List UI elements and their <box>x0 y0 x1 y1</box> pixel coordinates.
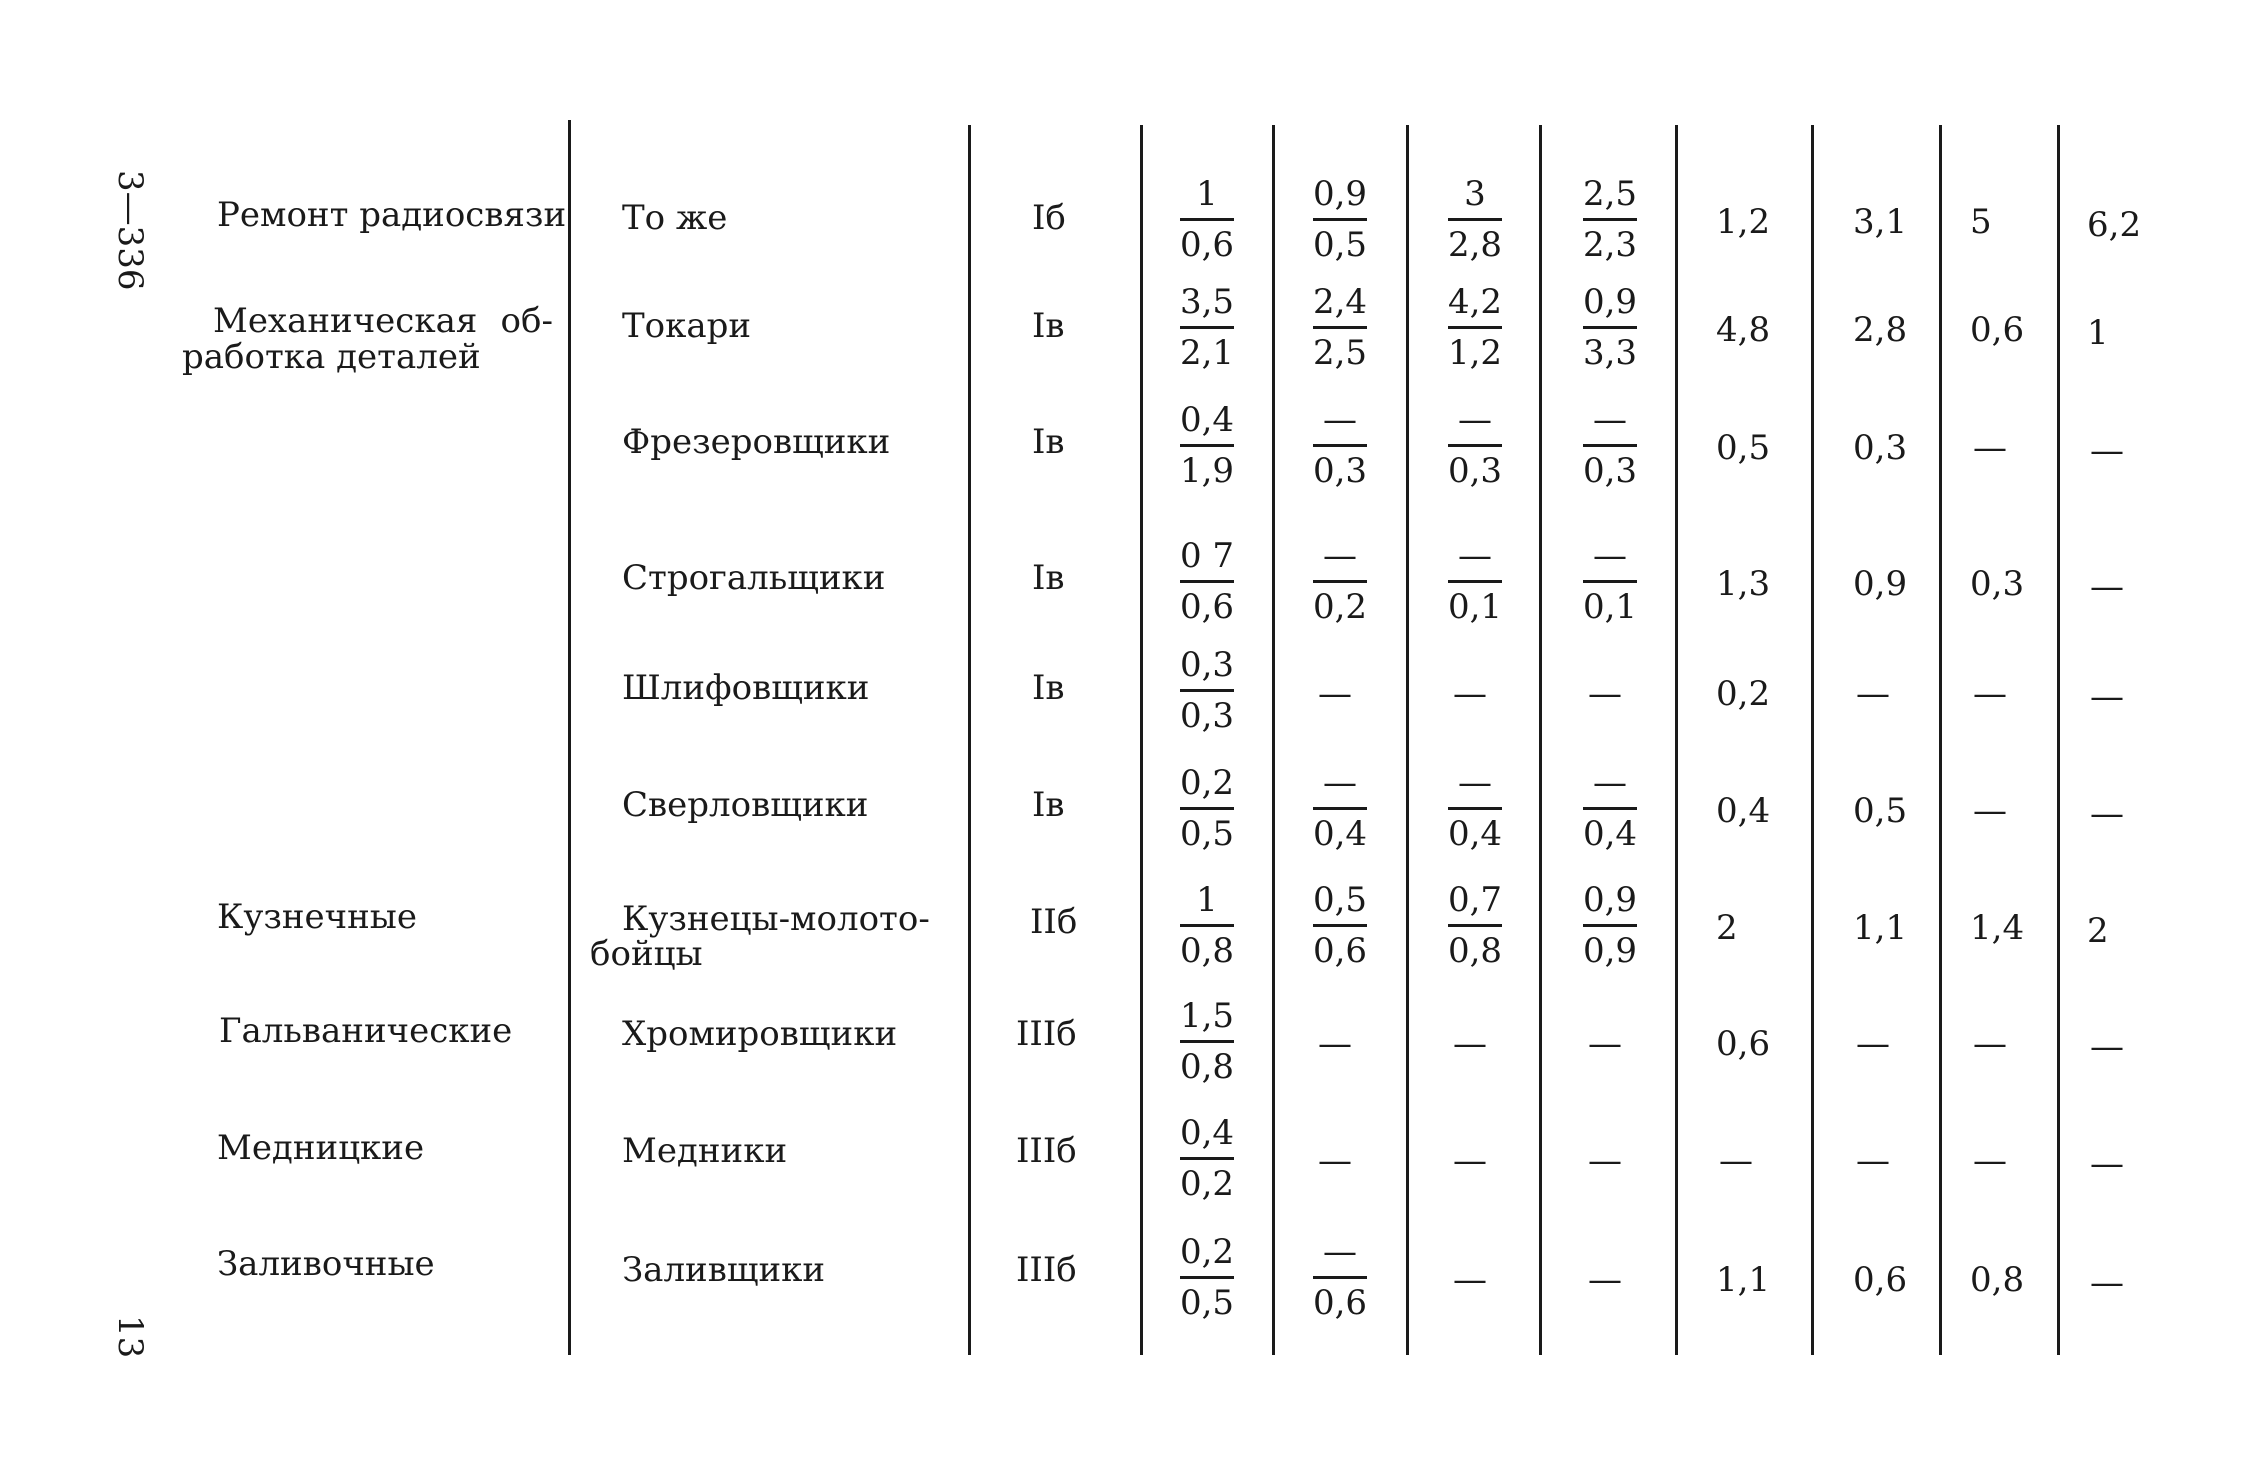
column-divider <box>1272 125 1275 1355</box>
occupation-label-line2: бойцы <box>590 934 703 974</box>
value-cell: — <box>1856 1141 1890 1181</box>
section-label: Заливочные <box>217 1244 435 1284</box>
fraction-cell: — 0,4 <box>1582 763 1638 854</box>
group-label: Iв <box>1032 306 1065 346</box>
value-cell: — <box>1856 1024 1890 1064</box>
value-cell: 3,1 <box>1853 202 1908 242</box>
occupation-label: Заливщики <box>622 1250 826 1290</box>
section-label: Гальванические <box>219 1011 513 1051</box>
value-cell: — <box>2090 567 2124 607</box>
group-label: Iб <box>1032 198 1066 238</box>
section-label-line2: работка деталей <box>182 337 481 377</box>
fraction-cell: 0,7 0,8 <box>1447 880 1503 971</box>
fraction-cell: 3 2,8 <box>1447 174 1503 265</box>
occupation-label: Фрезеровщики <box>622 422 891 462</box>
value-cell: 2 <box>2087 911 2109 951</box>
dash-cell: — <box>1453 1024 1487 1064</box>
group-label: IIIб <box>1016 1250 1077 1290</box>
group-label: IIIб <box>1016 1131 1077 1171</box>
value-cell: — <box>1973 428 2007 468</box>
fraction-cell: — 0,3 <box>1312 400 1368 491</box>
value-cell: 0,6 <box>1970 310 2025 350</box>
fraction-cell: 0,3 0,3 <box>1179 645 1235 736</box>
value-cell: — <box>1973 1141 2007 1181</box>
group-label: IIIб <box>1016 1014 1077 1054</box>
occupation-label: То же <box>622 198 728 238</box>
occupation-label: Строгальщики <box>622 558 886 598</box>
dash-cell: — <box>1588 674 1622 714</box>
value-cell: 0,9 <box>1853 564 1908 604</box>
value-cell: — <box>1719 1141 1753 1181</box>
fraction-cell: 0,9 3,3 <box>1582 282 1638 373</box>
value-cell: — <box>2090 1263 2124 1303</box>
column-divider <box>968 125 971 1355</box>
document-code: 3—336 <box>110 170 150 291</box>
value-cell: — <box>2090 431 2124 471</box>
value-cell: 0,5 <box>1853 791 1908 831</box>
value-cell: — <box>2090 677 2124 717</box>
occupation-label: Медники <box>622 1131 788 1171</box>
fraction-cell: 1,5 0,8 <box>1179 996 1235 1087</box>
value-cell: 0,6 <box>1716 1024 1771 1064</box>
value-cell: 6,2 <box>2087 205 2142 245</box>
dash-cell: — <box>1588 1141 1622 1181</box>
dash-cell: — <box>1453 674 1487 714</box>
fraction-cell: — 0,3 <box>1582 400 1638 491</box>
value-cell: 4,8 <box>1716 310 1771 350</box>
value-cell: 0,2 <box>1716 674 1771 714</box>
value-cell: — <box>1973 1024 2007 1064</box>
dash-cell: — <box>1588 1024 1622 1064</box>
section-label: Ремонт радиосвязи <box>217 195 567 235</box>
fraction-cell: 0,4 1,9 <box>1179 400 1235 491</box>
section-label-line1: Механическая об- <box>213 301 553 341</box>
group-label: IIб <box>1030 902 1078 942</box>
value-cell: 1 <box>2087 313 2109 353</box>
dash-cell: — <box>1453 1141 1487 1181</box>
column-divider <box>1539 125 1542 1355</box>
occupation-label: Токари <box>622 306 752 346</box>
section-label: Кузнечные <box>217 897 417 937</box>
fraction-cell: — 0,1 <box>1447 536 1503 627</box>
value-cell: 0,5 <box>1716 428 1771 468</box>
fraction-cell: 1 0,8 <box>1179 880 1235 971</box>
fraction-cell: 0,5 0,6 <box>1312 880 1368 971</box>
fraction-cell: — 0,6 <box>1312 1232 1368 1323</box>
value-cell: 0,3 <box>1970 564 2025 604</box>
fraction-cell: 4,2 1,2 <box>1447 282 1503 373</box>
group-label: Iв <box>1032 785 1065 825</box>
fraction-cell: 0,9 0,5 <box>1312 174 1368 265</box>
value-cell: 1,4 <box>1970 908 2025 948</box>
value-cell: — <box>1856 674 1890 714</box>
occupation-label-line1: Кузнецы-молото- <box>622 899 930 939</box>
group-label: Iв <box>1032 558 1065 598</box>
value-cell: 1,1 <box>1853 908 1908 948</box>
value-cell: — <box>2090 1027 2124 1067</box>
page-number: 13 <box>110 1315 150 1359</box>
fraction-cell: 2,5 2,3 <box>1582 174 1638 265</box>
occupation-label: Хромировщики <box>622 1014 898 1054</box>
fraction-cell: 0,9 0,9 <box>1582 880 1638 971</box>
value-cell: 5 <box>1970 202 1992 242</box>
fraction-cell: 0,4 0,2 <box>1179 1113 1235 1204</box>
dash-cell: — <box>1318 674 1352 714</box>
fraction-cell: 0,2 0,5 <box>1179 763 1235 854</box>
value-cell: 0,3 <box>1853 428 1908 468</box>
occupation-label: Сверловщики <box>622 785 869 825</box>
column-divider <box>1675 125 1678 1355</box>
fraction-cell: — 0,4 <box>1312 763 1368 854</box>
column-divider <box>1140 125 1143 1355</box>
value-cell: 1,3 <box>1716 564 1771 604</box>
value-cell: — <box>2090 1144 2124 1184</box>
value-cell: — <box>2090 794 2124 834</box>
occupation-label: Шлифовщики <box>622 668 870 708</box>
fraction-cell: 0 7 0,6 <box>1179 536 1235 627</box>
fraction-cell: — 0,3 <box>1447 400 1503 491</box>
value-cell: — <box>1973 791 2007 831</box>
dash-cell: — <box>1453 1260 1487 1300</box>
value-cell: 1,2 <box>1716 202 1771 242</box>
column-divider <box>1406 125 1409 1355</box>
value-cell: 1,1 <box>1716 1260 1771 1300</box>
fraction-cell: 3,5 2,1 <box>1179 282 1235 373</box>
column-divider <box>568 120 571 1355</box>
dash-cell: — <box>1588 1260 1622 1300</box>
fraction-cell: — 0,4 <box>1447 763 1503 854</box>
column-divider <box>2057 125 2060 1355</box>
column-divider <box>1811 125 1814 1355</box>
fraction-cell: 0,2 0,5 <box>1179 1232 1235 1323</box>
group-label: Iв <box>1032 422 1065 462</box>
group-label: Iв <box>1032 668 1065 708</box>
value-cell: 0,8 <box>1970 1260 2025 1300</box>
value-cell: 2 <box>1716 908 1738 948</box>
fraction-cell: 1 0,6 <box>1179 174 1235 265</box>
fraction-cell: 2,4 2,5 <box>1312 282 1368 373</box>
fraction-cell: — 0,2 <box>1312 536 1368 627</box>
column-divider <box>1939 125 1942 1355</box>
dash-cell: — <box>1318 1141 1352 1181</box>
dash-cell: — <box>1318 1024 1352 1064</box>
value-cell: 2,8 <box>1853 310 1908 350</box>
value-cell: 0,4 <box>1716 791 1771 831</box>
value-cell: — <box>1973 674 2007 714</box>
section-label: Медницкие <box>217 1128 425 1168</box>
fraction-cell: — 0,1 <box>1582 536 1638 627</box>
value-cell: 0,6 <box>1853 1260 1908 1300</box>
